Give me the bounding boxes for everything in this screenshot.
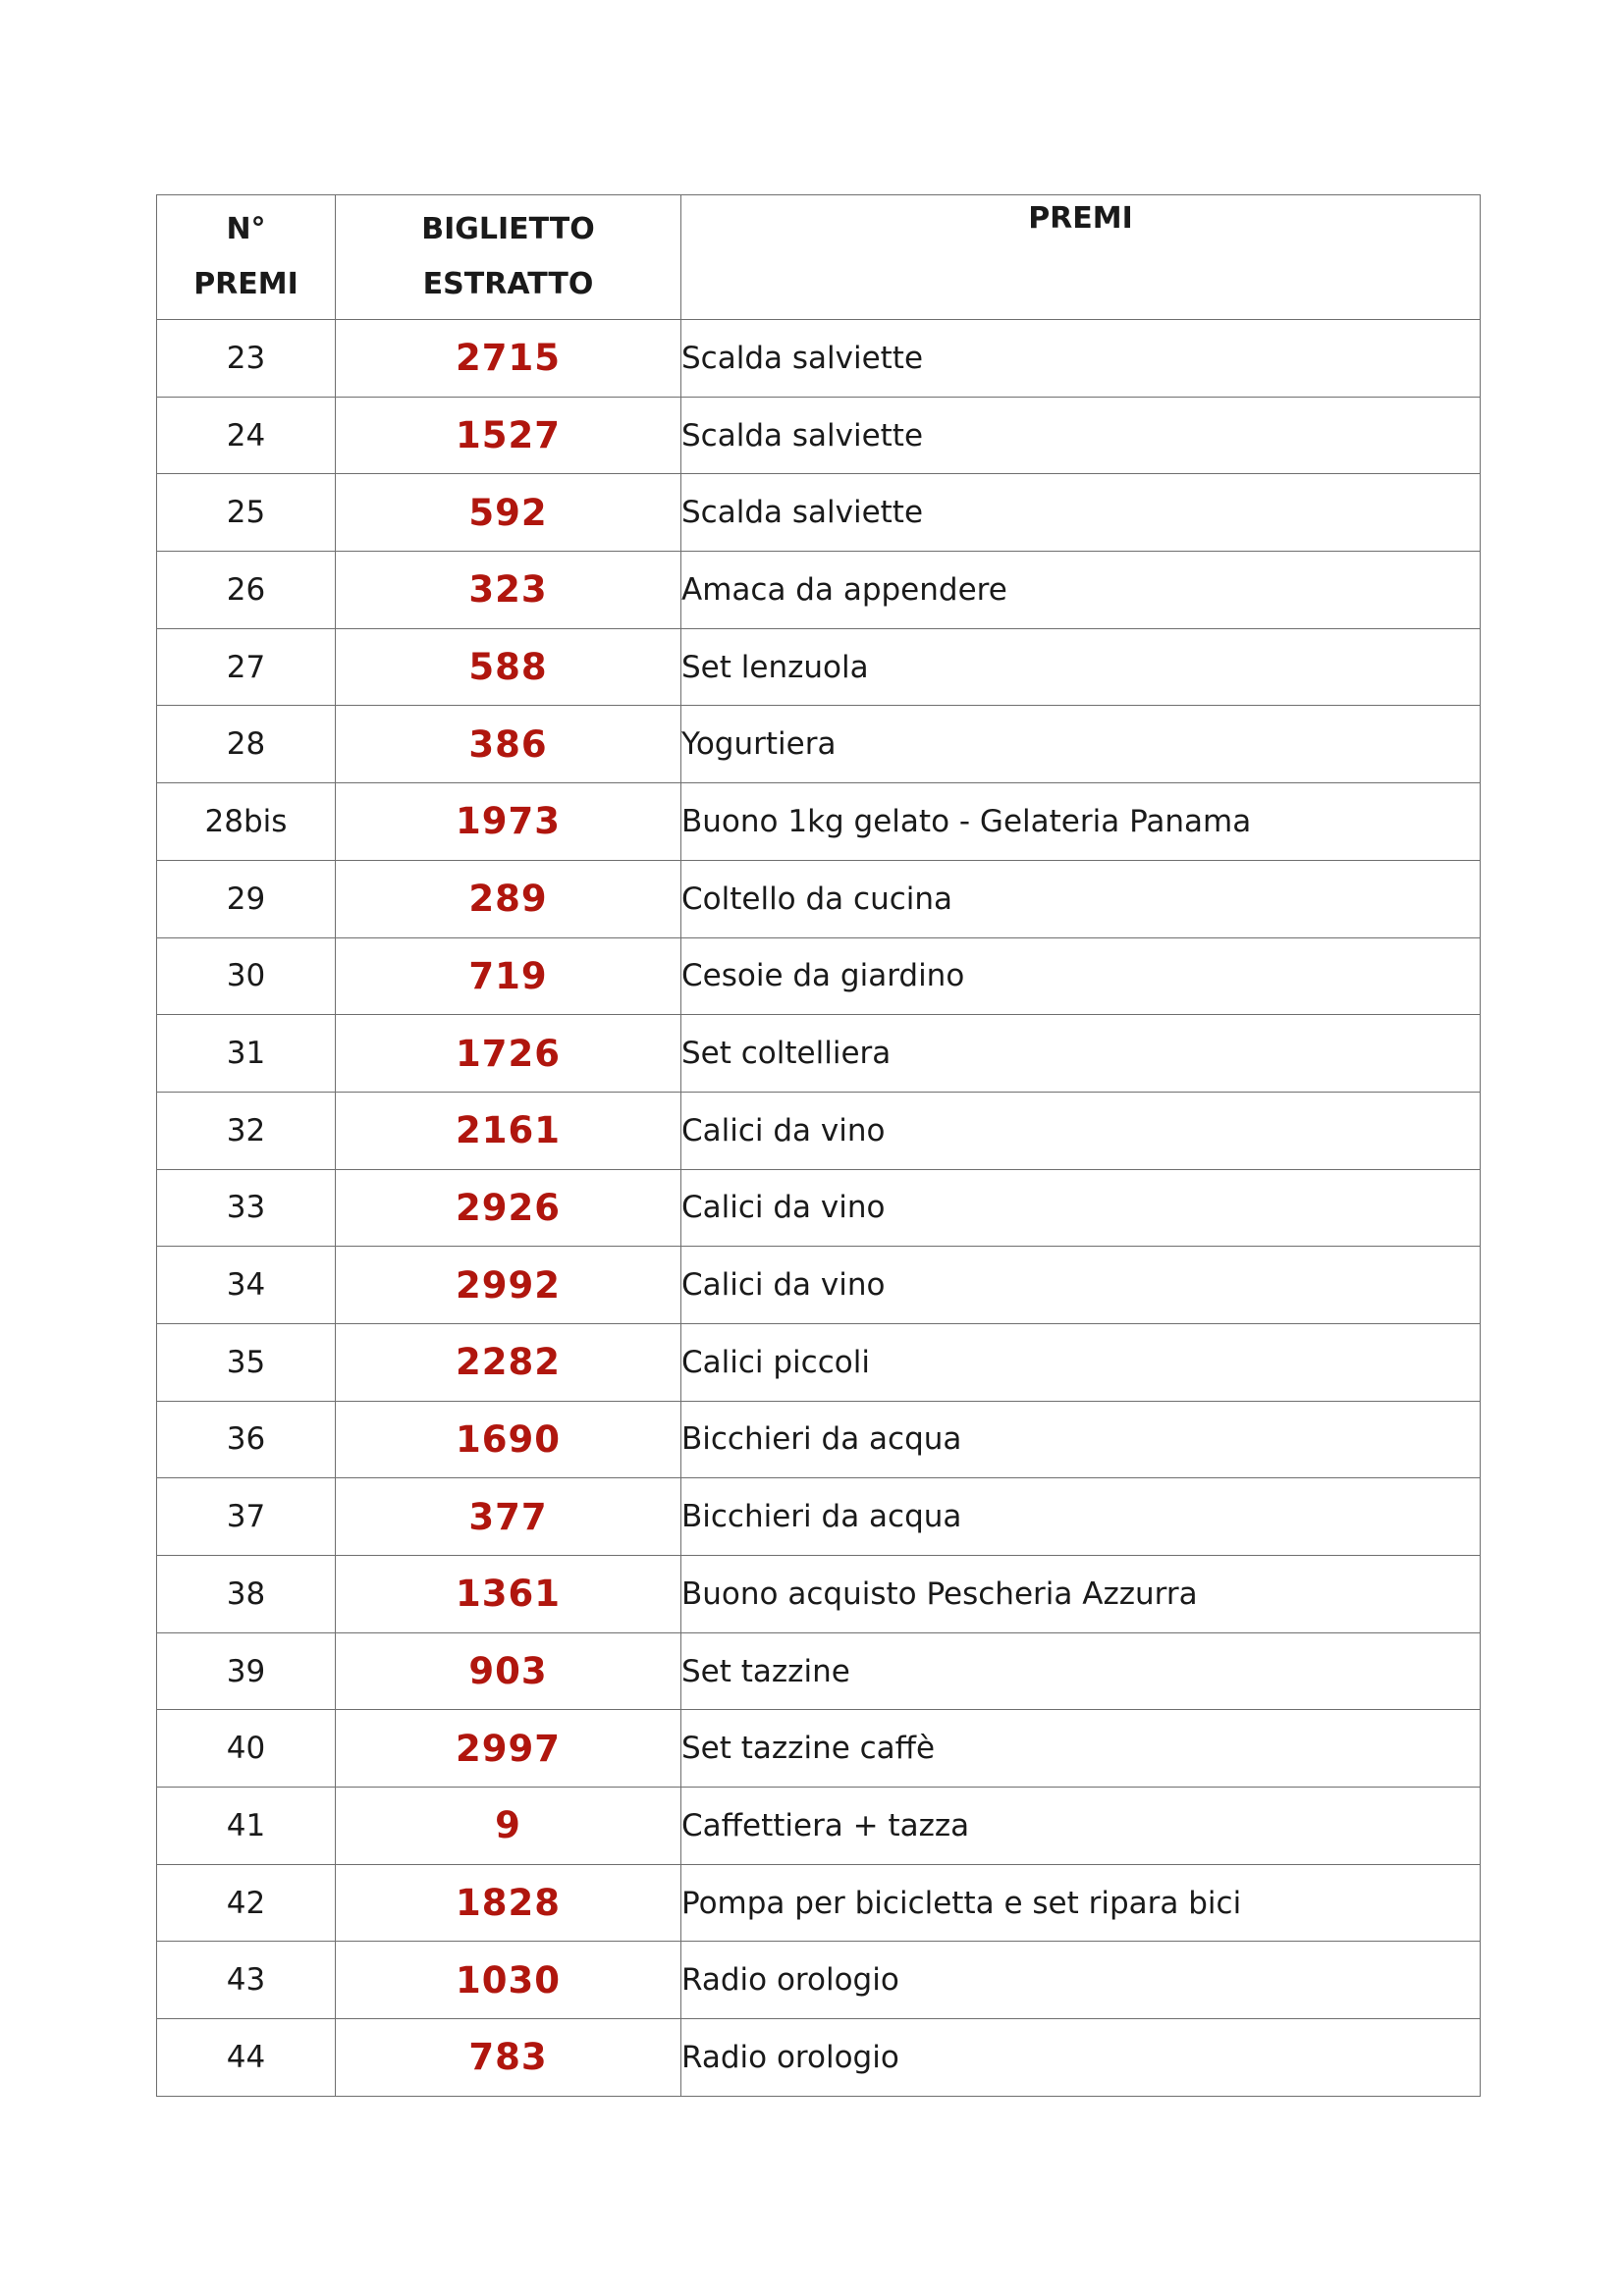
prize-draw-sheet bbox=[156, 194, 1480, 2097]
prize-description: Bicchieri da acqua bbox=[681, 1401, 1481, 1478]
ticket-number: 1361 bbox=[336, 1556, 681, 1633]
ticket-number: 377 bbox=[336, 1478, 681, 1556]
prize-number: 38 bbox=[157, 1556, 336, 1633]
header-prizes bbox=[681, 195, 1481, 320]
prize-description: Calici piccoli bbox=[681, 1323, 1481, 1401]
table-row bbox=[157, 1556, 1481, 1633]
prize-number: 43 bbox=[157, 1942, 336, 2019]
prize-description: Set tazzine bbox=[681, 1632, 1481, 1710]
prize-description: Buono 1kg gelato - Gelateria Panama bbox=[681, 783, 1481, 861]
prize-number: 31 bbox=[157, 1015, 336, 1093]
prize-description: Scalda salviette bbox=[681, 397, 1481, 474]
ticket-number: 2992 bbox=[336, 1247, 681, 1324]
ticket-number: 1726 bbox=[336, 1015, 681, 1093]
prize-description: Yogurtiera bbox=[681, 706, 1481, 783]
prize-number: 40 bbox=[157, 1710, 336, 1788]
table-row bbox=[157, 628, 1481, 706]
prize-description: Radio orologio bbox=[681, 1942, 1481, 2019]
prize-number: 41 bbox=[157, 1788, 336, 1865]
table-row bbox=[157, 706, 1481, 783]
header-ticket-drawn bbox=[336, 195, 681, 320]
prize-number: 28 bbox=[157, 706, 336, 783]
prize-number: 30 bbox=[157, 937, 336, 1015]
table-row bbox=[157, 2019, 1481, 2097]
ticket-number: 2926 bbox=[336, 1169, 681, 1247]
table-row bbox=[157, 1092, 1481, 1169]
prize-number: 35 bbox=[157, 1323, 336, 1401]
ticket-number: 1690 bbox=[336, 1401, 681, 1478]
prize-number: 24 bbox=[157, 397, 336, 474]
ticket-number: 2997 bbox=[336, 1710, 681, 1788]
table-row bbox=[157, 1247, 1481, 1324]
prize-number: 32 bbox=[157, 1092, 336, 1169]
table-row bbox=[157, 937, 1481, 1015]
ticket-number: 719 bbox=[336, 937, 681, 1015]
prize-number: 36 bbox=[157, 1401, 336, 1478]
prize-description: Scalda salviette bbox=[681, 320, 1481, 398]
header-prize-number-line2: PREMI bbox=[193, 267, 298, 301]
table-row bbox=[157, 552, 1481, 629]
table-row bbox=[157, 1323, 1481, 1401]
prize-description: Cesoie da giardino bbox=[681, 937, 1481, 1015]
prize-description: Caffettiera + tazza bbox=[681, 1788, 1481, 1865]
table-row bbox=[157, 1942, 1481, 2019]
table-row bbox=[157, 320, 1481, 398]
table-body bbox=[157, 320, 1481, 2097]
ticket-number: 1973 bbox=[336, 783, 681, 861]
prize-description: Set tazzine caffè bbox=[681, 1710, 1481, 1788]
prize-number: 37 bbox=[157, 1478, 336, 1556]
ticket-number: 783 bbox=[336, 2019, 681, 2097]
table-header bbox=[157, 195, 1481, 320]
ticket-number: 386 bbox=[336, 706, 681, 783]
table-row bbox=[157, 397, 1481, 474]
table-row bbox=[157, 1710, 1481, 1788]
table-row bbox=[157, 1169, 1481, 1247]
ticket-number: 289 bbox=[336, 860, 681, 937]
prize-number: 26 bbox=[157, 552, 336, 629]
header-prizes-label: PREMI bbox=[1028, 201, 1133, 236]
prize-description: Pompa per bicicletta e set ripara bici bbox=[681, 1864, 1481, 1942]
header-prize-number-line1: N° bbox=[226, 212, 266, 246]
prize-number: 34 bbox=[157, 1247, 336, 1324]
ticket-number: 2161 bbox=[336, 1092, 681, 1169]
header-prize-number bbox=[157, 195, 336, 320]
prize-description: Buono acquisto Pescheria Azzurra bbox=[681, 1556, 1481, 1633]
prize-description: Amaca da appendere bbox=[681, 552, 1481, 629]
prize-number: 44 bbox=[157, 2019, 336, 2097]
prize-draw-table bbox=[156, 194, 1481, 2097]
ticket-number: 1828 bbox=[336, 1864, 681, 1942]
prize-number: 42 bbox=[157, 1864, 336, 1942]
header-row bbox=[157, 195, 1481, 320]
prize-number: 29 bbox=[157, 860, 336, 937]
prize-description: Radio orologio bbox=[681, 2019, 1481, 2097]
ticket-number: 323 bbox=[336, 552, 681, 629]
table-row bbox=[157, 474, 1481, 552]
prize-description: Scalda salviette bbox=[681, 474, 1481, 552]
header-ticket-drawn-line1: BIGLIETTO bbox=[421, 212, 595, 246]
prize-number: 39 bbox=[157, 1632, 336, 1710]
prize-number: 28bis bbox=[157, 783, 336, 861]
table-row bbox=[157, 1015, 1481, 1093]
ticket-number: 2282 bbox=[336, 1323, 681, 1401]
table-row bbox=[157, 1401, 1481, 1478]
prize-number: 23 bbox=[157, 320, 336, 398]
prize-number: 27 bbox=[157, 628, 336, 706]
ticket-number: 592 bbox=[336, 474, 681, 552]
ticket-number: 1030 bbox=[336, 1942, 681, 2019]
prize-description: Coltello da cucina bbox=[681, 860, 1481, 937]
prize-description: Calici da vino bbox=[681, 1169, 1481, 1247]
prize-description: Bicchieri da acqua bbox=[681, 1478, 1481, 1556]
ticket-number: 903 bbox=[336, 1632, 681, 1710]
prize-description: Calici da vino bbox=[681, 1092, 1481, 1169]
header-ticket-drawn-line2: ESTRATTO bbox=[422, 267, 594, 301]
table-row bbox=[157, 1788, 1481, 1865]
prize-description: Set lenzuola bbox=[681, 628, 1481, 706]
prize-number: 25 bbox=[157, 474, 336, 552]
ticket-number: 588 bbox=[336, 628, 681, 706]
prize-description: Set coltelliera bbox=[681, 1015, 1481, 1093]
prize-description: Calici da vino bbox=[681, 1247, 1481, 1324]
table-row bbox=[157, 1864, 1481, 1942]
table-row bbox=[157, 860, 1481, 937]
prize-number: 33 bbox=[157, 1169, 336, 1247]
table-row bbox=[157, 1632, 1481, 1710]
ticket-number: 1527 bbox=[336, 397, 681, 474]
table-row bbox=[157, 1478, 1481, 1556]
table-row bbox=[157, 783, 1481, 861]
ticket-number: 9 bbox=[336, 1788, 681, 1865]
ticket-number: 2715 bbox=[336, 320, 681, 398]
